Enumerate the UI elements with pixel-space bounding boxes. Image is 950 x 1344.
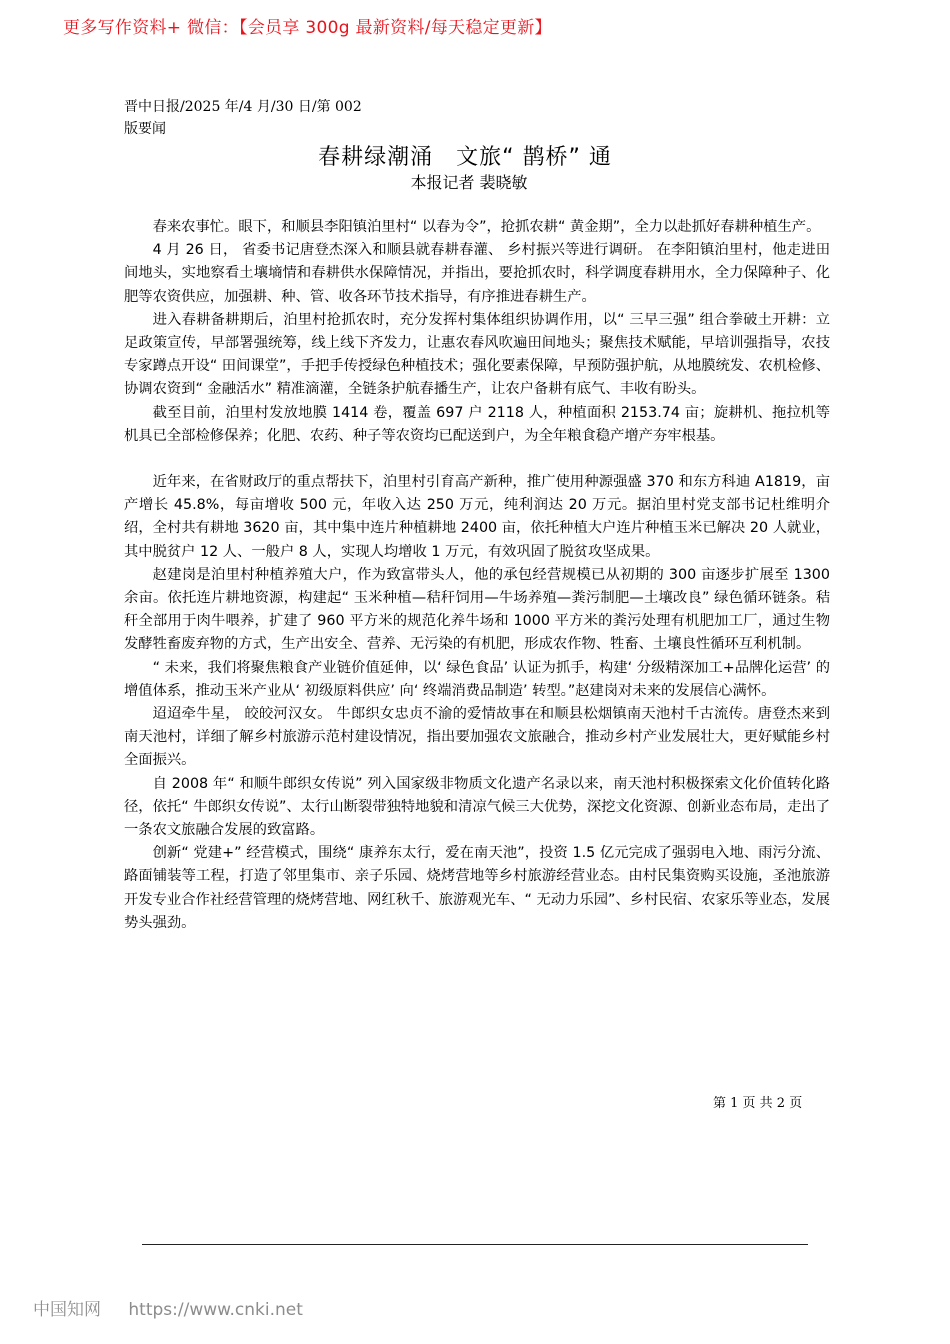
paragraph: 春来农事忙。眼下，和顺县李阳镇泊里村“ 以春为令”，抢抓农耕“ 黄金期”，全力以赴抓好春耕种植生产。: [152, 219, 821, 235]
section-label: 版要闻: [124, 121, 166, 137]
footer-divider: [142, 1244, 808, 1245]
paragraph: 赵建岗是泊里村种植养殖大户，作为致富带头人，他的承包经营规模已从初期的 300 亩逐步扩展至 1300 余亩。依托连片耕地资源，构建起“ 玉米种植—秸秆饲用—牛场养殖—粪污制肥—土壤改良” 绿色循环链条。秸秆全部用于肉牛喂养，扩建了 960 平方米的规范化养牛场和 1000 平方米的粪污处理有机肥加工厂，通过生物发酵牲畜废弃物的方式，生产出安全、营养、无污染的有机肥，形成农作物、牲畜、土壤良性循环互利机制。: [124, 566, 830, 653]
byline: 本报记者 裴晓敏: [410, 173, 528, 192]
paragraph: “ 未来，我们将聚焦粮食产业链价值延伸，以‘ 绿色食品’ 认证为抓手，构建‘ 分级精深加工+品牌化运营’ 的增值体系，推动玉米产业从‘ 初级原料供应’ 向‘ 终端消费品制造’ 转型。”赵建岗对未来的发展信心满怀。: [124, 659, 830, 699]
paragraph: 截至目前，泊里村发放地膜 1414 卷，覆盖 697 户 2118 人，种植面积 2153.74 亩；旋耕机、拖拉机等机具已全部检修保养；化肥、农药、种子等农资均已配送到户，为全年粮食稳产增产夯牢根基。: [124, 404, 830, 444]
watermark-url: https://www.cnki.net: [128, 1300, 303, 1320]
paragraph: 进入春耕备耕期后，泊里村抢抓农时，充分发挥村集体组织协调作用，以“ 三早三强” 组合拳破土开耕：立足政策宣传，早部署强统筹，线上线下齐发力，让惠农春风吹遍田间地头；聚焦技术赋能，早培训强指导，农技专家蹲点开设“ 田间课堂”，手把手传授绿色种植技术；强化要素保障，早预防强护航，从地膜统发、农机检修、协调农资到“ 金融活水” 精准滴灌，全链条护航春播生产，让农户备耕有底气、丰收有盼头。: [124, 311, 830, 398]
paragraph: 创新“ 党建+” 经营模式，围绕“ 康养东太行，爱在南天池”，投资 1.5 亿元完成了强弱电入地、雨污分流、路面铺装等工程，打造了邻里集市、亲子乐园、烧烤营地等乡村旅游经营业态。由村民集资购买设施，圣池旅游开发专业合作社经营管理的烧烤营地、网红秋千、旅游观光车、“ 无动力乐园”、乡村民宿、农家乐等业态，发展势头强劲。: [124, 845, 830, 931]
article-meta: [124, 96, 362, 140]
headline: 春耕绿潮涌 文旅“ 鹊桥” 通: [318, 145, 612, 170]
page-indicator: 第 1 页 共 2 页: [713, 1096, 803, 1111]
promo-banner: 更多写作资料+ 微信：【会员享 300g 最新资料/每天稳定更新】: [63, 18, 552, 38]
cnki-watermark: [33, 1295, 303, 1320]
paragraph: 近年来，在省财政厅的重点帮扶下，泊里村引育高产新种，推广使用种源强盛 370 和东方科迪 A1819，亩产增长 45.8%，每亩增收 500 元，年收入达 250 万元，纯利润达 20 万元。据泊里村党支部书记杜维明介绍，全村共有耕地 3620 亩，其中集中连片种植耕地 2400 亩，依托种植大户连片种植玉米已解决 20 人就业，其中脱贫户 12 人、一般户 8 人，实现人均增收 1 万元，有效巩固了脱贫攻坚成果。: [124, 474, 830, 560]
paragraph: 迢迢牵牛星， 皎皎河汉女。 牛郎织女忠贞不渝的爱情故事在和顺县松烟镇南天池村千古流传。唐登杰来到南天池村，详细了解乡村旅游示范村建设情况，指出要加强农文旅融合，推动乡村产业发展壮大，更好赋能乡村全面振兴。: [124, 706, 830, 769]
paragraph: 自 2008 年“ 和顺牛郎织女传说” 列入国家级非物质文化遗产名录以来，南天池村积极探索文化价值转化路径，依托“ 牛郎织女传说”、太行山断裂带独特地貌和清凉气候三大优势，深挖文化资源、创新业态布局，走出了一条农文旅融合发展的致富路。: [124, 775, 830, 839]
watermark-brand: 中国知网: [33, 1300, 101, 1320]
source-line: 晋中日报/2025 年/4 月/30 日/第 002: [124, 99, 362, 115]
article-body: [124, 216, 830, 935]
paragraph: 4 月 26 日， 省委书记唐登杰深入和顺县就春耕春灌、 乡村振兴等进行调研。 在李阳镇泊里村，他走进田间地头，实地察看土壤墒情和春耕供水保障情况，并指出，要抢抓农时，科学调度春耕用水，全力保障种子、化肥等农资供应，加强耕、种、管、收各环节技术指导，有序推进春耕生产。: [124, 242, 830, 305]
